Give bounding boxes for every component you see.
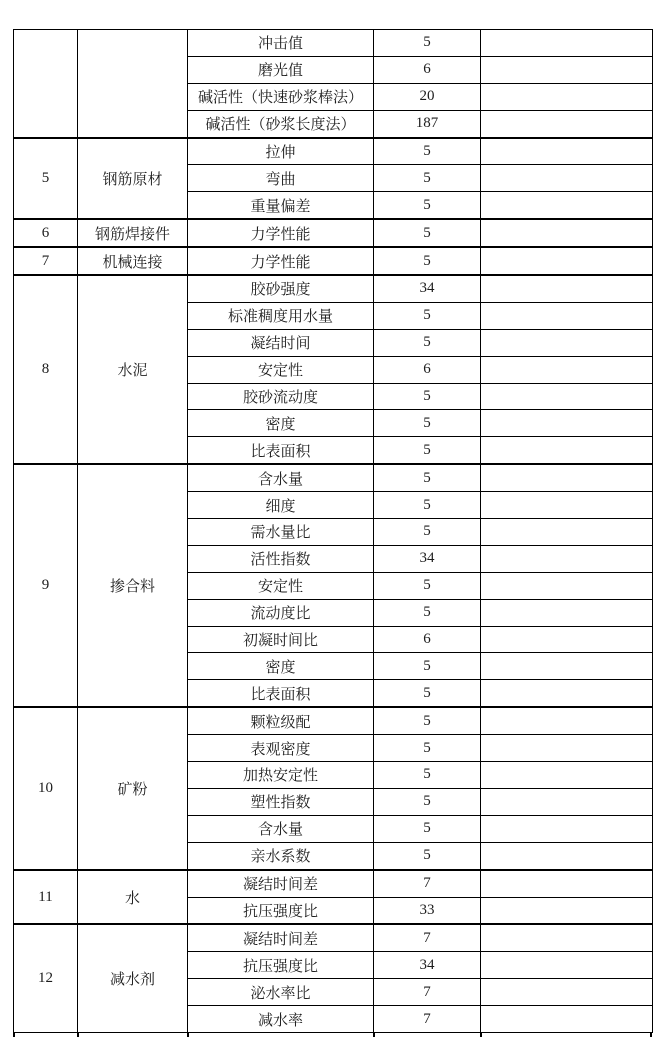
group-number-cell bbox=[14, 30, 78, 138]
item-name-cell: 力学性能 bbox=[188, 247, 374, 275]
table-row bbox=[14, 924, 653, 951]
column-line-stub bbox=[480, 1032, 482, 1037]
table-row bbox=[14, 30, 653, 57]
item-count-cell: 5 bbox=[374, 192, 481, 219]
item-count-cell: 6 bbox=[374, 56, 481, 83]
item-name-cell: 表观密度 bbox=[188, 735, 374, 762]
item-name-cell: 安定性 bbox=[188, 572, 374, 599]
item-name-cell: 塑性指数 bbox=[188, 788, 374, 815]
item-count-cell: 5 bbox=[374, 707, 481, 734]
item-remark-cell bbox=[481, 519, 653, 546]
item-remark-cell bbox=[481, 192, 653, 219]
group-category-cell: 水 bbox=[78, 870, 188, 925]
column-line-stub bbox=[13, 1032, 15, 1037]
item-name-cell: 安定性 bbox=[188, 356, 374, 383]
item-count-cell: 5 bbox=[374, 680, 481, 707]
item-count-cell: 5 bbox=[374, 519, 481, 546]
item-count-cell: 5 bbox=[374, 247, 481, 275]
item-name-cell: 初凝时间比 bbox=[188, 626, 374, 653]
item-count-cell: 5 bbox=[374, 762, 481, 789]
item-count-cell: 5 bbox=[374, 138, 481, 165]
item-count-cell: 34 bbox=[374, 952, 481, 979]
item-name-cell: 碱活性（快速砂浆棒法） bbox=[188, 83, 374, 110]
item-count-cell: 5 bbox=[374, 383, 481, 410]
item-name-cell: 拉伸 bbox=[188, 138, 374, 165]
item-remark-cell bbox=[481, 165, 653, 192]
item-name-cell: 凝结时间差 bbox=[188, 924, 374, 951]
item-remark-cell bbox=[481, 410, 653, 437]
column-line-stub bbox=[650, 1032, 652, 1037]
group-category-cell: 水泥 bbox=[78, 275, 188, 464]
item-name-cell: 需水量比 bbox=[188, 519, 374, 546]
table-row bbox=[14, 219, 653, 247]
item-remark-cell bbox=[481, 735, 653, 762]
group-category-cell: 矿粉 bbox=[78, 707, 188, 869]
item-remark-cell bbox=[481, 572, 653, 599]
item-count-cell: 20 bbox=[374, 83, 481, 110]
group-category-cell: 机械连接 bbox=[78, 247, 188, 275]
item-remark-cell bbox=[481, 30, 653, 57]
group-number-cell: 6 bbox=[14, 219, 78, 247]
item-name-cell: 抗压强度比 bbox=[188, 897, 374, 924]
item-count-cell: 5 bbox=[374, 735, 481, 762]
item-remark-cell bbox=[481, 492, 653, 519]
group-number-cell: 12 bbox=[14, 924, 78, 1032]
column-line-stub bbox=[373, 1032, 375, 1037]
item-count-cell: 5 bbox=[374, 302, 481, 329]
table-row bbox=[14, 707, 653, 734]
test-items-table-wrap bbox=[13, 29, 654, 1033]
item-name-cell: 标准稠度用水量 bbox=[188, 302, 374, 329]
item-name-cell: 碱活性（砂浆长度法） bbox=[188, 110, 374, 137]
item-name-cell: 弯曲 bbox=[188, 165, 374, 192]
item-count-cell: 34 bbox=[374, 545, 481, 572]
item-remark-cell bbox=[481, 1006, 653, 1033]
item-count-cell: 5 bbox=[374, 329, 481, 356]
table-row bbox=[14, 138, 653, 165]
column-line-stub bbox=[77, 1032, 79, 1037]
item-name-cell: 泌水率比 bbox=[188, 979, 374, 1006]
column-line-stub bbox=[187, 1032, 189, 1037]
item-name-cell: 凝结时间差 bbox=[188, 870, 374, 897]
item-count-cell: 5 bbox=[374, 599, 481, 626]
item-remark-cell bbox=[481, 979, 653, 1006]
item-count-cell: 6 bbox=[374, 626, 481, 653]
item-count-cell: 5 bbox=[374, 437, 481, 464]
table-row bbox=[14, 464, 653, 491]
item-remark-cell bbox=[481, 383, 653, 410]
item-count-cell: 7 bbox=[374, 870, 481, 897]
item-remark-cell bbox=[481, 842, 653, 869]
item-name-cell: 凝结时间 bbox=[188, 329, 374, 356]
item-name-cell: 胶砂流动度 bbox=[188, 383, 374, 410]
item-name-cell: 颗粒级配 bbox=[188, 707, 374, 734]
item-remark-cell bbox=[481, 302, 653, 329]
item-count-cell: 5 bbox=[374, 464, 481, 491]
group-number-cell: 7 bbox=[14, 247, 78, 275]
item-remark-cell bbox=[481, 545, 653, 572]
item-count-cell: 5 bbox=[374, 653, 481, 680]
item-name-cell: 加热安定性 bbox=[188, 762, 374, 789]
item-remark-cell bbox=[481, 924, 653, 951]
item-count-cell: 33 bbox=[374, 897, 481, 924]
item-count-cell: 5 bbox=[374, 30, 481, 57]
item-remark-cell bbox=[481, 680, 653, 707]
group-category-cell: 减水剂 bbox=[78, 924, 188, 1032]
item-count-cell: 5 bbox=[374, 410, 481, 437]
item-count-cell: 5 bbox=[374, 219, 481, 247]
item-count-cell: 5 bbox=[374, 492, 481, 519]
item-remark-cell bbox=[481, 815, 653, 842]
group-category-cell bbox=[78, 30, 188, 138]
item-name-cell: 力学性能 bbox=[188, 219, 374, 247]
item-remark-cell bbox=[481, 464, 653, 491]
group-category-cell: 掺合料 bbox=[78, 464, 188, 707]
item-remark-cell bbox=[481, 437, 653, 464]
group-number-cell: 10 bbox=[14, 707, 78, 869]
item-count-cell: 7 bbox=[374, 1006, 481, 1033]
item-remark-cell bbox=[481, 653, 653, 680]
item-name-cell: 胶砂强度 bbox=[188, 275, 374, 302]
item-name-cell: 含水量 bbox=[188, 464, 374, 491]
table-row bbox=[14, 275, 653, 302]
group-number-cell: 11 bbox=[14, 870, 78, 925]
item-remark-cell bbox=[481, 219, 653, 247]
group-number-cell: 9 bbox=[14, 464, 78, 707]
item-name-cell: 密度 bbox=[188, 410, 374, 437]
group-category-cell: 钢筋焊接件 bbox=[78, 219, 188, 247]
item-count-cell: 7 bbox=[374, 979, 481, 1006]
item-count-cell: 5 bbox=[374, 165, 481, 192]
item-name-cell: 抗压强度比 bbox=[188, 952, 374, 979]
item-remark-cell bbox=[481, 707, 653, 734]
item-remark-cell bbox=[481, 870, 653, 897]
item-remark-cell bbox=[481, 247, 653, 275]
item-name-cell: 冲击值 bbox=[188, 30, 374, 57]
group-category-cell: 钢筋原材 bbox=[78, 138, 188, 220]
item-name-cell: 减水率 bbox=[188, 1006, 374, 1033]
item-remark-cell bbox=[481, 599, 653, 626]
item-count-cell: 5 bbox=[374, 788, 481, 815]
item-remark-cell bbox=[481, 110, 653, 137]
item-count-cell: 34 bbox=[374, 275, 481, 302]
table-row bbox=[14, 247, 653, 275]
item-remark-cell bbox=[481, 626, 653, 653]
item-count-cell: 187 bbox=[374, 110, 481, 137]
item-count-cell: 5 bbox=[374, 842, 481, 869]
item-name-cell: 亲水系数 bbox=[188, 842, 374, 869]
item-name-cell: 流动度比 bbox=[188, 599, 374, 626]
item-remark-cell bbox=[481, 138, 653, 165]
test-items-table bbox=[13, 29, 653, 1033]
item-remark-cell bbox=[481, 788, 653, 815]
item-remark-cell bbox=[481, 83, 653, 110]
item-name-cell: 磨光值 bbox=[188, 56, 374, 83]
item-remark-cell bbox=[481, 56, 653, 83]
item-remark-cell bbox=[481, 762, 653, 789]
item-name-cell: 活性指数 bbox=[188, 545, 374, 572]
item-name-cell: 比表面积 bbox=[188, 437, 374, 464]
item-remark-cell bbox=[481, 897, 653, 924]
item-remark-cell bbox=[481, 356, 653, 383]
item-name-cell: 比表面积 bbox=[188, 680, 374, 707]
item-count-cell: 7 bbox=[374, 924, 481, 951]
item-name-cell: 密度 bbox=[188, 653, 374, 680]
item-count-cell: 5 bbox=[374, 815, 481, 842]
item-name-cell: 含水量 bbox=[188, 815, 374, 842]
item-count-cell: 5 bbox=[374, 572, 481, 599]
item-count-cell: 6 bbox=[374, 356, 481, 383]
item-name-cell: 重量偏差 bbox=[188, 192, 374, 219]
item-name-cell: 细度 bbox=[188, 492, 374, 519]
item-remark-cell bbox=[481, 952, 653, 979]
item-remark-cell bbox=[481, 275, 653, 302]
table-row bbox=[14, 870, 653, 897]
item-remark-cell bbox=[481, 329, 653, 356]
group-number-cell: 8 bbox=[14, 275, 78, 464]
group-number-cell: 5 bbox=[14, 138, 78, 220]
